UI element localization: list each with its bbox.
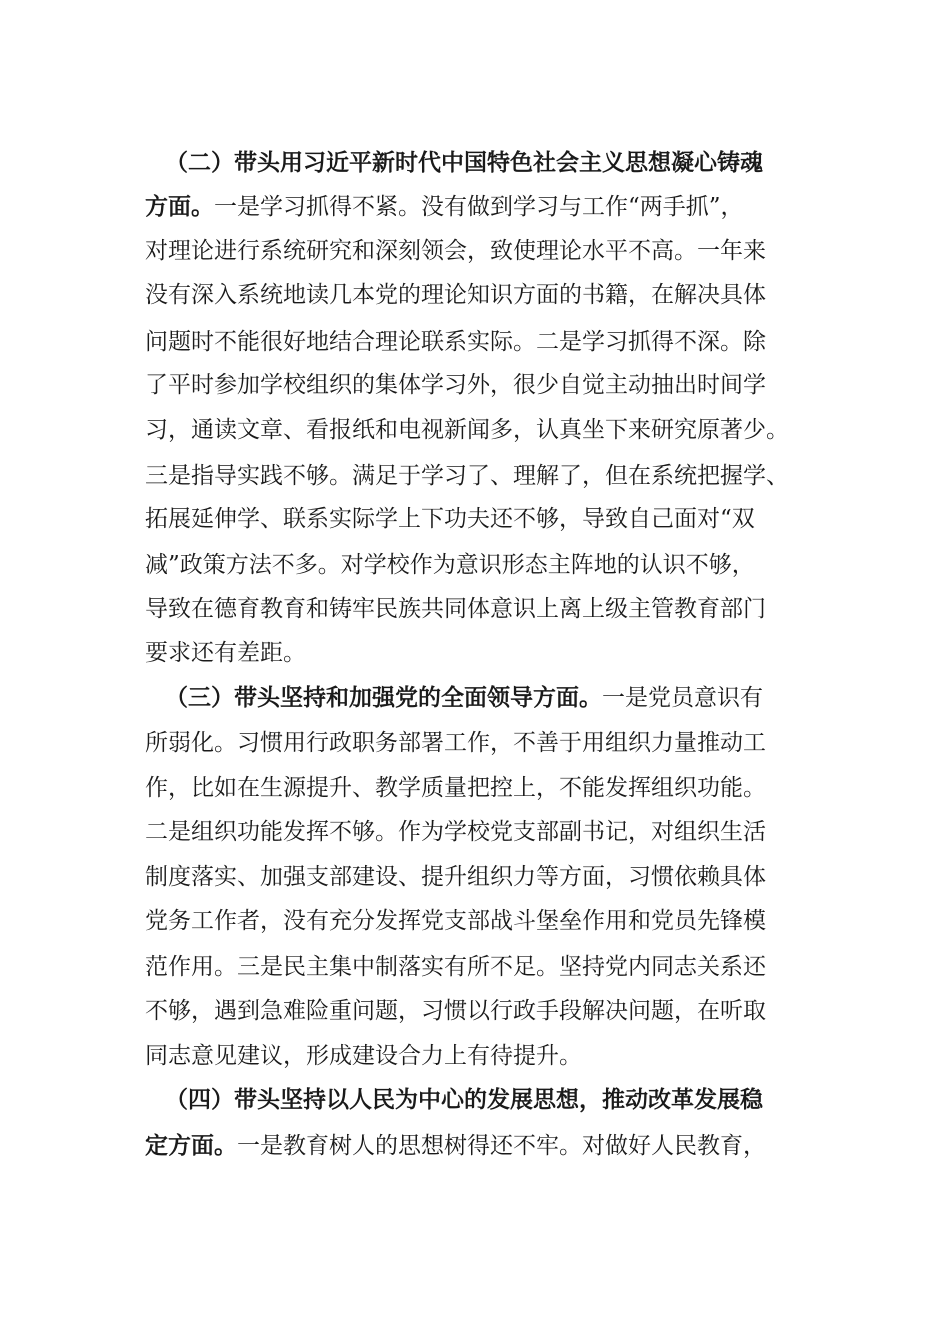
body-text: 三是指导实践不够。满足于学习了、理解了，但在系统把握学、 [145, 463, 789, 489]
body-text: 对理论进行系统研究和深刻领会，致使理论水平不高。一年来 [145, 238, 766, 264]
body-text: 习，通读文章、看报纸和电视新闻多，认真坐下来研究原著少。 [145, 417, 789, 443]
text-line [145, 810, 835, 854]
text-line [145, 766, 835, 810]
body-text: 不够，遇到急难险重问题，习惯以行政手段解决问题，在听取 [145, 998, 766, 1024]
text-line [145, 408, 835, 452]
text-line [165, 1078, 855, 1122]
body-text: 减”政策方法不多。对学校作为意识形态主阵地的认识不够， [145, 552, 755, 578]
heading-text: 定方面。 [145, 1132, 237, 1159]
text-line [145, 631, 835, 675]
body-text: 问题时不能很好地结合理论联系实际。二是学习抓得不深。除 [145, 329, 766, 355]
text-line [145, 273, 835, 317]
text-line [145, 320, 835, 364]
heading-text: 方面。 [145, 193, 214, 220]
text-line [165, 676, 855, 720]
text-line [145, 363, 835, 407]
heading-text: （四）带头坚持以人民为中心的发展思想，推动改革发展稳 [165, 1086, 763, 1113]
text-line [145, 1034, 835, 1078]
body-text: 所弱化。习惯用行政职务部署工作，不善于用组织力量推动工 [145, 730, 766, 756]
body-text: 导致在德育教育和铸牢民族共同体意识上离上级主管教育部门 [145, 596, 766, 622]
body-text: 一是党员意识有 [602, 685, 763, 711]
body-text: 制度落实、加强支部建设、提升组织力等方面，习惯依赖具体 [145, 864, 766, 890]
text-line [145, 587, 835, 631]
text-line [145, 185, 835, 229]
body-text: 范作用。三是民主集中制落实有所不足。坚持党内同志关系还 [145, 954, 766, 980]
body-text: 作，比如在生源提升、教学质量把控上，不能发挥组织功能。 [145, 775, 766, 801]
body-text: 二是组织功能发挥不够。作为学校党支部副书记，对组织生活 [145, 819, 766, 845]
body-text: 一是教育树人的思想树得还不牢。对做好人民教育， [237, 1133, 766, 1159]
text-line [145, 1124, 835, 1168]
body-text: 同志意见建议，形成建设合力上有待提升。 [145, 1043, 582, 1069]
text-line [145, 899, 835, 943]
body-text: 了平时参加学校组织的集体学习外，很少自觉主动抽出时间学 [145, 372, 766, 398]
text-line [145, 454, 835, 498]
text-line [145, 229, 835, 273]
body-text: 一是学习抓得不紧。没有做到学习与工作“两手抓”， [214, 194, 744, 220]
body-text: 没有深入系统地读几本党的理论知识方面的书籍，在解决具体 [145, 282, 766, 308]
text-line [145, 945, 835, 989]
heading-text: （二）带头用习近平新时代中国特色社会主义思想凝心铸魂 [165, 149, 763, 176]
heading-text: （三）带头坚持和加强党的全面领导方面。 [165, 684, 602, 711]
text-line [145, 543, 835, 587]
text-line [165, 141, 855, 185]
body-text: 拓展延伸学、联系实际学上下功夫还不够，导致自己面对“双 [145, 506, 755, 532]
text-line [145, 721, 835, 765]
text-line [145, 989, 835, 1033]
body-text: 党务工作者，没有充分发挥党支部战斗堡垒作用和党员先锋模 [145, 908, 766, 934]
text-line [145, 855, 835, 899]
text-line [145, 497, 835, 541]
body-text: 要求还有差距。 [145, 640, 306, 666]
